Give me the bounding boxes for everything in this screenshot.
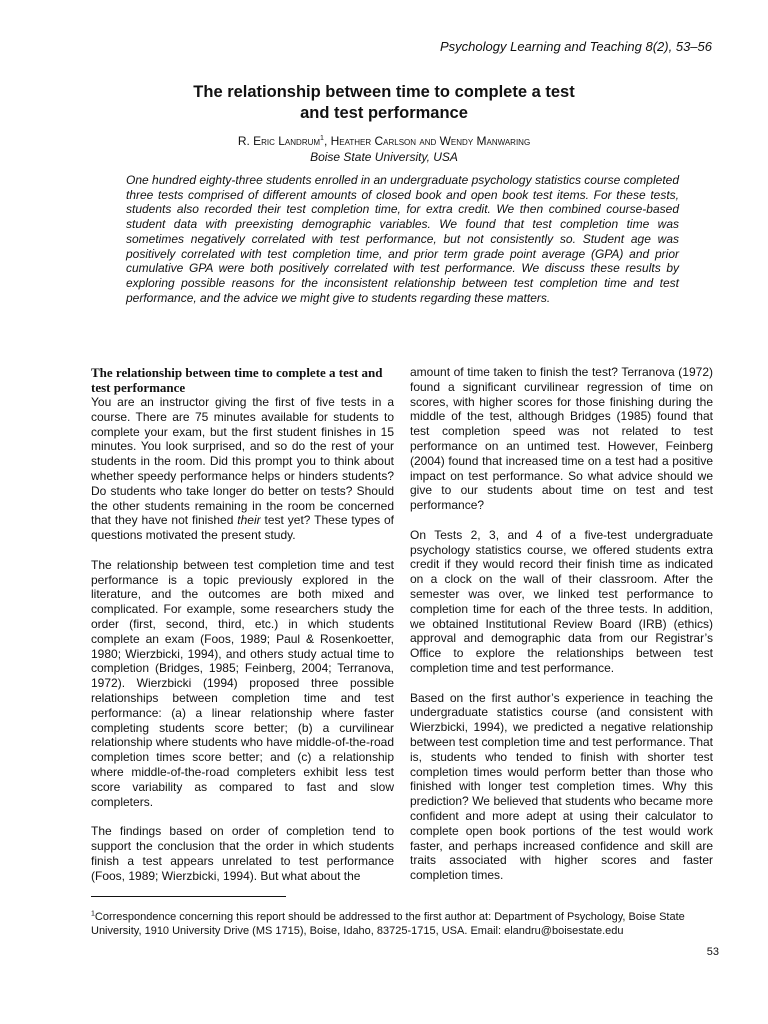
article-title-line-1: The relationship between time to complete a test [193,83,575,101]
author-first: R. Eric Landrum [237,134,321,148]
body-paragraph: The relationship between test completion time and test performance is a topic previously explored in the literature, and the outcomes are both mixed and complicated. For example, some researchers study the order (first, second, third, etc.) in which students complete an exam (Foos, 1989; Paul & Rosenkoetter, 1980; Wierzbicki, 1994), and others study actual time to completion (Bridges, 1985; Feinberg, 2004; Terranova, 1972). Wierzbicki (1994) proposed three possible relationships between completion time and test performance: (a) a linear relationship where faster completing students score better; (b) a curvilinear relationship where students who have middle-of-the-road completion times score better; and (c) a relationship where middle-of-the-road completers exhibit less test score variability as compared to fast and slow completers. [91,557,394,809]
page-number: 53 [706,946,719,958]
footnote-marker: 1 [91,910,95,918]
affiliation: Boise State University, USA [310,150,458,164]
body-paragraph: On Tests 2, 3, and 4 of a five-test undergraduate psychology statistics course, we offered students extra credit if they would record their finish time as indicated on a clock on the wall of their classroom. After the semester was over, we linked test performance to completion time for each of the three tests. In addition, we obtained Institutional Review Board (IRB) (ethics) approval and demographic data from our Registrar’s Office to explore the relationships between test completion time and test performance. [410,527,713,675]
body-paragraph: amount of time taken to finish the test? Terranova (1972) found a significant curvilinear regression of time on scores, with higher scores for those finishing during the middle of the test, although Bridges (1985) found that test completion speed was not related to test performance on an untimed test. However, Feinberg (2004) found that increased time on a test had a positive impact on test performance. So what advice should we give to our students about time on test and test performance? [410,365,713,513]
body-column-left [91,365,394,898]
author-others: , Heather Carlson and Wendy Manwaring [323,134,531,148]
body-paragraph [91,395,394,543]
authors [0,133,768,149]
article-title-line-2: and test performance [300,104,468,122]
body-paragraph: The findings based on order of completion tend to support the conclusion that the order in which students finish a test appears unrelated to test performance (Foos, 1989; Wierzbicki, 1994). But what about the [91,824,394,883]
body-paragraph: Based on the first author’s experience in teaching the undergraduate statistics course (and consistent with Wierzbicki, 1994), we predicted a negative relationship between test completion time and test performance. That is, students who tended to finish with shorter test completion times would perform better than those who finished with longer test completion times. Why this prediction? We believed that students who became more confident and more adept at using their calculator to complete open book portions of the test would work faster, and perhaps increased confidence and skill are traits associated with higher scores and faster completion times. [410,690,713,883]
emphasis-text: their [237,513,261,528]
journal-reference: Psychology Learning and Teaching 8(2), 53–56 [440,39,712,54]
body-column-right [410,365,713,898]
article-title [0,82,768,124]
author-footnote-marker: 1 [320,135,324,142]
footnote-text: Correspondence concerning this report should be addressed to the first author at: Department of Psychology, Boise State University, 1910 University Drive (MS 1715), Boise, Idaho, 83725-1715, USA. Email: elandru@boisestate.edu [91,911,685,937]
abstract: One hundred eighty-three students enrolled in an undergraduate psychology statistics course completed three tests comprised of different amounts of closed book and open book test items. For these tests, students also recorded their test completion time, for extra credit. We then combined course-based student data with preexisting demographic variables. We found that test completion time was sometimes negatively correlated with test performance, but not consistently so. Student age was positively correlated with test completion time, and prior term grade point average (GPA) and prior cumulative GPA were both positively correlated with test performance. We discuss these results by exploring possible reasons for the inconsistent relationship between test completion time and test performance, and the advice we might give to students regarding these matters. [126,173,680,305]
footnote [91,910,723,938]
paragraph-text: You are an instructor giving the first of five tests in a course. There are 75 minutes available for students to complete your exam, but the first student finishes in 15 minutes. You look surprised, and so do the rest of your students in the room. Did this prompt you to think about whether speedy performance helps or hinders students? Do students who take longer do better on tests? Should the other students remaining in the room be concerned that they have not finished [91,395,394,528]
section-heading: The relationship between time to complete a test and test performance [91,365,383,395]
paragraph-text: test yet? These types of questions motivated the present study. [91,513,394,543]
footnote-divider [91,896,286,897]
